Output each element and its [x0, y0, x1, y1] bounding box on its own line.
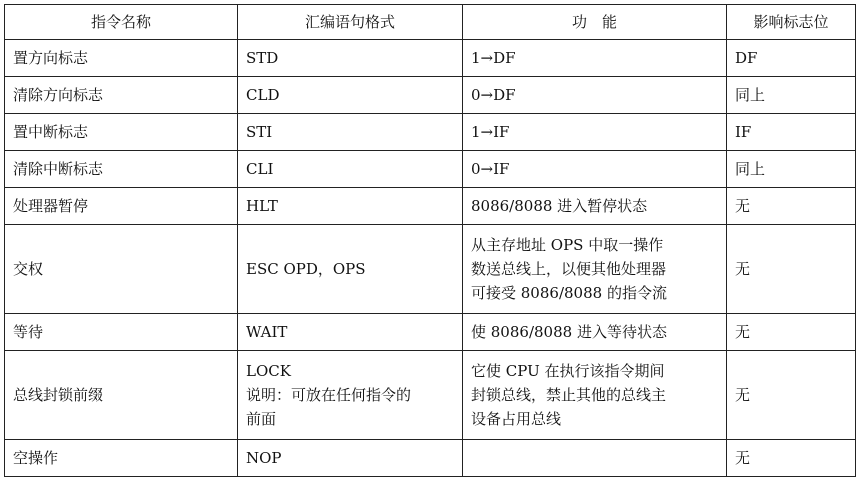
- flags-cell: IF: [727, 114, 856, 151]
- syntax-cell: CLD: [238, 77, 463, 114]
- instruction-name-cell: 置方向标志: [5, 40, 238, 77]
- flags-cell: 同上: [727, 151, 856, 188]
- instruction-name-cell: 空操作: [5, 440, 238, 477]
- function-line: 可接受 8086/8088 的指令流: [471, 284, 667, 302]
- instruction-table: [4, 4, 856, 477]
- syntax-cell: HLT: [238, 188, 463, 225]
- function-cell: 使 8086/8088 进入等待状态: [463, 314, 727, 351]
- syntax-cell: STD: [238, 40, 463, 77]
- syntax-line: 前面: [246, 410, 277, 428]
- syntax-cell: WAIT: [238, 314, 463, 351]
- instruction-name-cell: 置中断标志: [5, 114, 238, 151]
- syntax-cell: CLI: [238, 151, 463, 188]
- instruction-name-cell: 处理器暂停: [5, 188, 238, 225]
- syntax-cell: [238, 351, 463, 440]
- function-cell: [463, 440, 727, 477]
- function-line: 从主存地址 OPS 中取一操作: [471, 236, 664, 254]
- header-affected-flags: 影响标志位: [727, 5, 856, 40]
- flags-cell: 无: [727, 440, 856, 477]
- flags-cell: DF: [727, 40, 856, 77]
- header-row: [5, 5, 856, 40]
- instruction-name-cell: 交权: [5, 225, 238, 314]
- function-line: 封锁总线，禁止其他的总线主: [471, 386, 667, 404]
- function-cell: 8086/8088 进入暂停状态: [463, 188, 727, 225]
- function-cell: 0→DF: [463, 77, 727, 114]
- syntax-line: LOCK: [246, 362, 291, 380]
- header-assembly-format: 汇编语句格式: [238, 5, 463, 40]
- function-cell: [463, 351, 727, 440]
- syntax-cell: NOP: [238, 440, 463, 477]
- syntax-cell: STI: [238, 114, 463, 151]
- table-row: [5, 77, 856, 114]
- function-cell: 1→IF: [463, 114, 727, 151]
- header-instruction-name: 指令名称: [5, 5, 238, 40]
- syntax-line: 说明：可放在任何指令的: [246, 386, 412, 404]
- instruction-name-cell: 清除方向标志: [5, 77, 238, 114]
- instruction-name-cell: 等待: [5, 314, 238, 351]
- instruction-name-cell: 总线封锁前缀: [5, 351, 238, 440]
- function-line: 设备占用总线: [471, 410, 562, 428]
- table-row: [5, 151, 856, 188]
- flags-cell: 无: [727, 314, 856, 351]
- flags-cell: 无: [727, 351, 856, 440]
- table-row: [5, 440, 856, 477]
- header-function: 功 能: [463, 5, 727, 40]
- table-row: [5, 351, 856, 440]
- flags-cell: 无: [727, 225, 856, 314]
- function-cell: [463, 225, 727, 314]
- table-row: [5, 225, 856, 314]
- function-line: 它使 CPU 在执行该指令期间: [471, 362, 665, 380]
- instruction-name-cell: 清除中断标志: [5, 151, 238, 188]
- table-row: [5, 314, 856, 351]
- table-row: [5, 114, 856, 151]
- function-line: 数送总线上，以便其他处理器: [471, 260, 667, 278]
- table-row: [5, 188, 856, 225]
- function-cell: 0→IF: [463, 151, 727, 188]
- flags-cell: 无: [727, 188, 856, 225]
- function-cell: 1→DF: [463, 40, 727, 77]
- flags-cell: 同上: [727, 77, 856, 114]
- table-row: [5, 40, 856, 77]
- syntax-cell: ESC OPD，OPS: [238, 225, 463, 314]
